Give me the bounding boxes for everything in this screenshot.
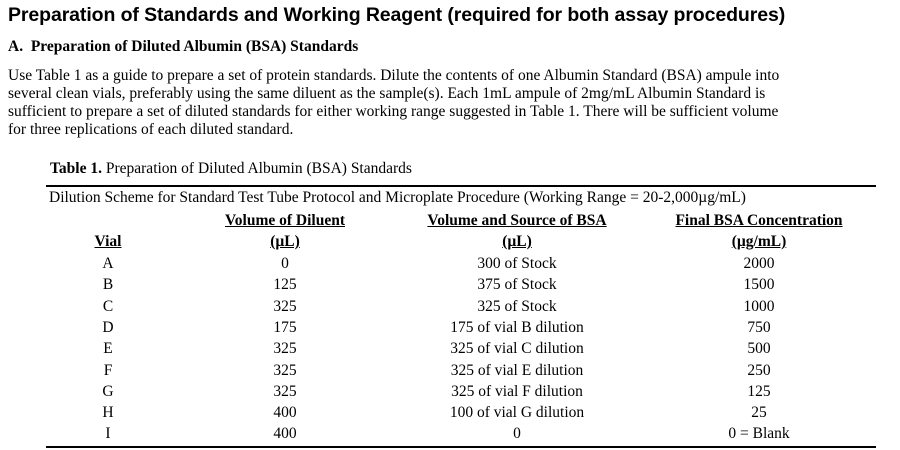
section-heading: A. Preparation of Diluted Albumin (BSA) Standards bbox=[8, 38, 359, 55]
header-diluent-unit: (µL) bbox=[270, 233, 300, 250]
cell-concentration: 0 = Blank bbox=[728, 425, 790, 443]
cell-concentration: 125 bbox=[747, 382, 771, 400]
cell-source: 175 of vial B dilution bbox=[450, 318, 584, 336]
table-caption-text: Preparation of Diluted Albumin (BSA) Standards bbox=[101, 160, 412, 177]
header-conc-line1: Final BSA Concentration bbox=[675, 212, 843, 229]
paragraph-line: sufficient to prepare a set of diluted standards for either working range suggested in Table 1. There will be sufficient volume bbox=[8, 103, 779, 120]
paragraph-line: Use Table 1 as a guide to prepare a set of protein standards. Dilute the contents of one Albumin Standard (BSA) ampule into bbox=[8, 67, 780, 84]
cell-concentration: 1500 bbox=[743, 276, 775, 294]
cell-vial: G bbox=[102, 382, 114, 400]
table-caption-label: Table 1. bbox=[50, 160, 102, 177]
cell-concentration: 500 bbox=[747, 340, 771, 358]
header-conc-unit: (µg/mL) bbox=[731, 233, 787, 250]
cell-source: 325 of vial C dilution bbox=[450, 340, 584, 358]
cell-vial: A bbox=[102, 255, 114, 272]
instructions-paragraph bbox=[8, 67, 898, 139]
dilution-scheme-title: Dilution Scheme for Standard Test Tube Protocol and Microplate Procedure (Working Range = 20-2,000µg/mL) bbox=[49, 189, 746, 206]
cell-source: 100 of vial G dilution bbox=[449, 404, 585, 422]
cell-source: 375 of Stock bbox=[477, 276, 557, 294]
cell-diluent: 325 bbox=[273, 297, 297, 315]
cell-diluent: 325 bbox=[273, 340, 297, 358]
cell-diluent: 175 bbox=[273, 318, 297, 336]
cell-vial: F bbox=[103, 361, 113, 379]
cell-source: 325 of vial F dilution bbox=[451, 382, 583, 400]
header-diluent-line1: Volume of Diluent bbox=[225, 212, 345, 229]
table-caption bbox=[50, 160, 412, 178]
table-top-rule bbox=[46, 185, 876, 187]
cell-diluent: 325 bbox=[273, 361, 297, 379]
cell-concentration: 2000 bbox=[743, 255, 775, 272]
cell-vial: H bbox=[102, 404, 114, 422]
cell-vial: D bbox=[102, 318, 114, 336]
cell-diluent: 0 bbox=[281, 255, 289, 272]
paragraph-line: several clean vials, preferably using the same diluent as the sample(s). Each 1mL ampule of 2mg/mL Albumin Standard is bbox=[8, 85, 766, 102]
cell-vial: I bbox=[105, 425, 111, 443]
cell-vial: B bbox=[102, 276, 114, 294]
cell-source: 0 bbox=[513, 425, 521, 443]
cell-diluent: 325 bbox=[273, 382, 297, 400]
cell-source: 325 of vial E dilution bbox=[450, 361, 584, 379]
cell-concentration: 250 bbox=[747, 361, 771, 379]
header-source-unit: (µL) bbox=[502, 233, 532, 250]
cell-concentration: 1000 bbox=[743, 297, 775, 315]
header-source-line1: Volume and Source of BSA bbox=[427, 212, 607, 229]
paragraph-line: for three replications of each diluted standard. bbox=[8, 121, 294, 138]
header-vial: Vial bbox=[94, 233, 122, 250]
cell-concentration: 750 bbox=[747, 318, 771, 336]
cell-vial: C bbox=[102, 297, 114, 315]
main-heading: Preparation of Standards and Working Reagent (required for both assay procedures) bbox=[8, 4, 786, 26]
table-bottom-rule bbox=[46, 446, 876, 448]
cell-diluent: 125 bbox=[273, 276, 297, 294]
cell-concentration: 25 bbox=[751, 404, 767, 422]
cell-diluent: 400 bbox=[273, 425, 297, 443]
cell-vial: E bbox=[103, 340, 113, 358]
cell-source: 325 of Stock bbox=[477, 297, 557, 315]
cell-source: 300 of Stock bbox=[477, 255, 557, 272]
cell-diluent: 400 bbox=[273, 404, 297, 422]
